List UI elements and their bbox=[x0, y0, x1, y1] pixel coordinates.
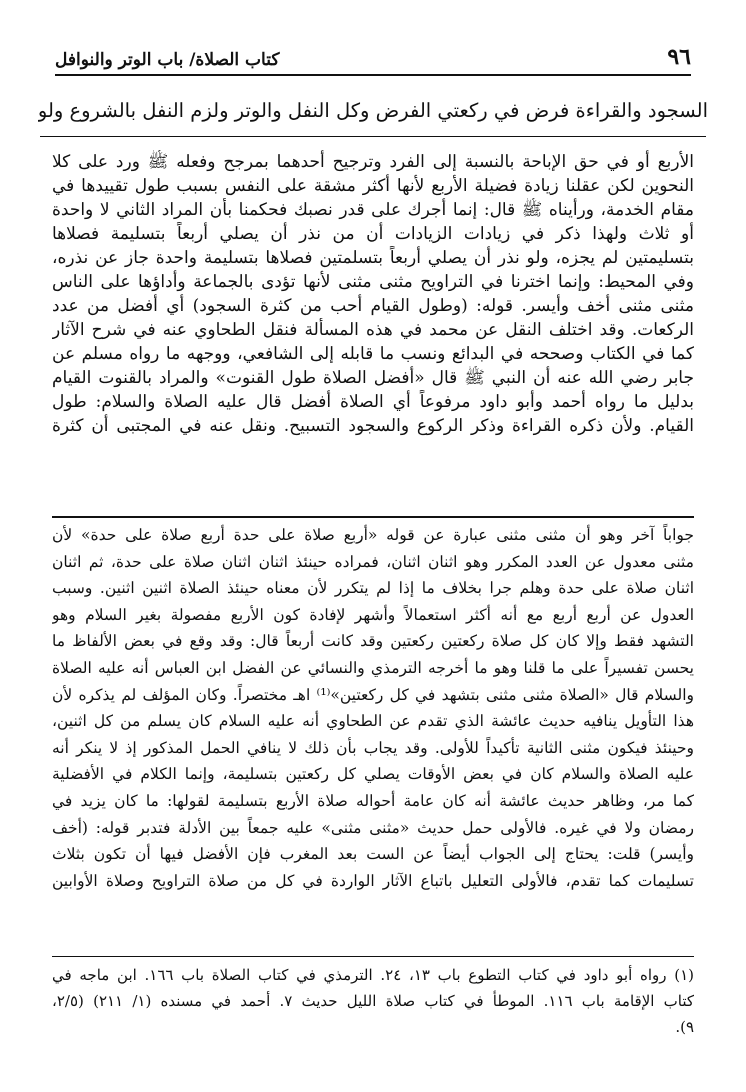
section-divider bbox=[52, 516, 694, 518]
commentary-line: القيام. ولأن ذكره القراءة وذكر الركوع والسجود التسبيح. ونقل عنه في المجتبى أن كثرة bbox=[52, 416, 694, 436]
commentary-line: مثنى مثنى أخف وأيسر. قوله: (وطول القيام أحب من كثرة السجود) أي أفضل من عدد bbox=[52, 296, 694, 316]
gloss-line: مثنى معدول عن العدد المكرر وهو اثنان اثنان، فمراده حينئذ اثنان اثنان صلاة على حدة، ثم اثنان bbox=[52, 552, 694, 571]
commentary-line: النحوين لكن عقلنا زيادة فضيلة الأربع لأنها أكثر مشقة على النفس بسبب طول تقييدها في bbox=[52, 176, 694, 196]
gloss-line: التشهد فقط وإلا كان كل صلاة ركعتين ركعتين وقد كانت أربعاً قال: وقد وقع في بعض الألفاظ ما bbox=[52, 632, 694, 651]
page-header bbox=[55, 40, 691, 76]
commentary-line: بدليل ما رواه أحمد وأبو داود مرفوعاً أي الصلاة أفضل قال عليه الصلاة والسلام: طول bbox=[52, 392, 694, 412]
footnote-divider bbox=[52, 956, 694, 957]
footnote-line: (١) رواه أبو داود في كتاب التطوع باب ١٣، ٢٤. الترمذي في كتاب الصلاة باب ١٦٦. ابن ماجه في bbox=[52, 966, 694, 984]
gloss-line: عليه الصلاة والسلام كان في بعض الأوقات يصلي كل ركعتين بتسليمة، وإنما الكلام في الأفضلية bbox=[52, 765, 694, 784]
page-number: ٩٦ bbox=[667, 44, 691, 70]
commentary-line: الأربع أو في حق الإباحة بالنسبة إلى الفرد وترجيح أحدهما بمرجح وفعله ﷺ ورد على كلا bbox=[52, 152, 694, 172]
gloss-line: وأيسر) قلت: يحتاج إلى الجواب أيضاً عن الست بعد المغرب فإن الأفضل فيها أن تكون بثلاث bbox=[52, 845, 694, 864]
running-title: كتاب الصلاة/ باب الوتر والنوافل bbox=[55, 50, 280, 70]
commentary-line: الركعات. وقد اختلف النقل عن محمد في هذه المسألة فنقل الطحاوي عنه في شرح الآثار bbox=[52, 320, 694, 340]
gloss-line: هذا التأويل ينافيه حديث عائشة الذي تقدم عن الطحاوي أنه عليه السلام كان يسلم من كل اثنين، bbox=[52, 712, 694, 731]
gloss-line: اثنان صلاة على حدة وهلم جرا بخلاف ما إذا لم يتكرر لأن معناه حينئذ الصلاة اثنين اثنين. وسبب bbox=[52, 579, 694, 598]
footnote-line: ٩). bbox=[675, 1018, 694, 1036]
gloss-line: يحسن تفسيراً على ما قلنا وهو ما أخرجه الترمذي والنسائي عن الفضل ابن العباس أنه عليه الصلاة bbox=[52, 658, 694, 677]
gloss-line: تسليمات كما تقدم، فالأولى التعليل باتباع الآثار الواردة في كل من صلاة التراويح وصلاة الأوابين bbox=[52, 871, 694, 890]
footnote-line: كتاب الإقامة باب ١١٦. الموطأ في كتاب صلاة الليل حديث ٧. أحمد في مسنده (١/ ٢١١) (٢/٥، bbox=[52, 992, 694, 1010]
commentary-block bbox=[52, 150, 694, 510]
gloss-line: والسلام قال «الصلاة مثنى مثنى بتشهد في كل ركعتين»⁽¹⁾ اهـ مختصراً. وكان المؤلف لم يذكره لأن bbox=[52, 685, 694, 704]
gloss-line: رمضان ولا في غيره. فالأولى حمل حديث «مثنى مثنى» عليه جمعاً بين الأدلة فتدبر قوله: (أخف bbox=[52, 818, 694, 837]
gloss-line: العدول عن أربع أربع مع أنه أكثر استعمالاً وأشهر لإفادة كون الأربع مفصولة بغير السلام وهو bbox=[52, 605, 694, 624]
main-text-divider bbox=[40, 136, 706, 137]
commentary-line: كما في الكتاب وصححه في البدائع ونسب ما قابله إلى الشافعي، ووجهه ما رواه مسلم عن bbox=[52, 344, 694, 364]
main-text-line: السجود والقراءة فرض في ركعتي الفرض وكل النفل والوتر ولزم النفل بالشروع ولو bbox=[38, 99, 708, 122]
gloss-block bbox=[52, 522, 694, 948]
footnotes bbox=[52, 962, 694, 1062]
gloss-line: وحينئذ فيكون مثنى الثانية تأكيداً للأولى. وقد يجاب بأن ذلك لا ينافي الحمل المذكور إذ لا ينكر أنه bbox=[52, 738, 694, 757]
gloss-line: كما مر، وظاهر حديث عائشة أنه كان عامة أحواله صلاة الأربع بتسليمة لقولها: ما كان يزيد في bbox=[52, 791, 694, 810]
gloss-line: جواباً آخر وهو أن مثنى مثنى عبارة عن قوله «أربع صلاة على حدة أربع صلاة على حدة» لأن bbox=[52, 526, 694, 544]
commentary-line: أو ثلاث ولهذا ذكر في زيادات الزيادات أن من نذر أن يصلي أربعاً بتسليمة فصلاها bbox=[52, 224, 694, 244]
commentary-line: جابر رضي الله عنه أن النبي ﷺ قال «أفضل الصلاة طول القنوت» والمراد بالقنوت القيام bbox=[52, 368, 694, 388]
commentary-line: وفي المحيط: وإنما اخترنا في التراويح مثنى مثنى لأنها تؤدى بالجماعة وأداؤها على الناس bbox=[52, 272, 694, 292]
commentary-line: مقام الخدمة، ورأيناه ﷺ قال: إنما أجرك على قدر نصبك فحكمنا بأن المراد الثاني لا واحدة bbox=[52, 200, 694, 220]
commentary-line: بتسليمتين لم يجزه، ولو نذر أن يصلي أربعاً بتسلمتين فصلاها بتسليمة واحدة جاز عن نذره، bbox=[52, 248, 694, 268]
